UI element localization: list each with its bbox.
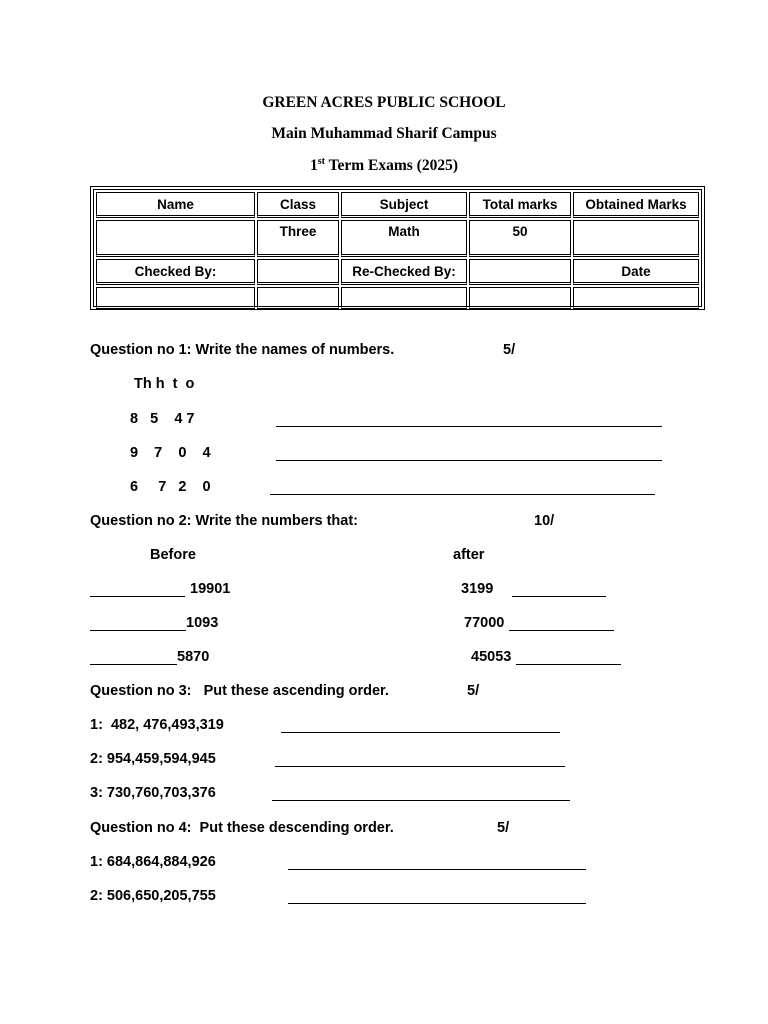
q3-marks: 5/ (467, 683, 480, 699)
q1-place-header: Th h t o (134, 376, 195, 392)
q3-title: Question no 3: Put these ascending order. (90, 683, 389, 699)
rechecked-by-value[interactable] (469, 259, 571, 285)
q3-item-2: 2: 954,459,594,945 (90, 751, 216, 767)
value-class: Three (257, 220, 339, 257)
q2-after-2: 77000 (464, 615, 505, 631)
signature-cell[interactable] (469, 287, 571, 309)
answer-line[interactable] (288, 889, 586, 904)
header-total-marks: Total marks (469, 192, 571, 218)
q4-item-1: 1: 684,864,884,926 (90, 854, 216, 870)
exam-title (0, 156, 768, 175)
exam-title-rest: Term Exams (2025) (324, 157, 459, 175)
date-value[interactable] (573, 287, 699, 309)
q2-before-3: 5870 (177, 649, 210, 665)
q1-marks: 5/ (503, 342, 516, 358)
answer-line[interactable] (281, 718, 560, 733)
q2-after-3: 45053 (471, 649, 512, 665)
value-total-marks: 50 (469, 220, 571, 257)
answer-line[interactable] (275, 752, 565, 767)
after-label: after (453, 547, 485, 563)
answer-line[interactable] (90, 650, 177, 665)
before-label: Before (150, 547, 196, 563)
q2-marks: 10/ (534, 513, 555, 529)
q2-before-1: 19901 (190, 581, 231, 597)
answer-line[interactable] (90, 582, 185, 597)
answer-line[interactable] (516, 650, 621, 665)
signature-cell[interactable] (341, 287, 467, 309)
exam-number: 1 (309, 157, 318, 175)
q3-item-3: 3: 730,760,703,376 (90, 785, 216, 801)
header-subject: Subject (341, 192, 467, 218)
q4-marks: 5/ (497, 820, 510, 836)
q2-before-2: 1093 (186, 615, 219, 631)
q3-item-1: 1: 482, 476,493,319 (90, 717, 224, 733)
signature-cell[interactable] (96, 287, 255, 309)
value-obtained-marks[interactable] (573, 220, 699, 257)
checked-by-label: Checked By: (96, 259, 255, 285)
q1-item-2: 9 7 0 4 (130, 445, 211, 461)
q4-item-2: 2: 506,650,205,755 (90, 888, 216, 904)
checked-by-value[interactable] (257, 259, 339, 285)
school-name: GREEN ACRES PUBLIC SCHOOL (262, 94, 506, 111)
signature-cell[interactable] (257, 287, 339, 309)
answer-line[interactable] (276, 446, 662, 461)
value-name[interactable] (96, 220, 255, 257)
answer-line[interactable] (90, 616, 186, 631)
exam-ordinal-suffix: st (317, 156, 325, 167)
value-subject: Math (341, 220, 467, 257)
date-label: Date (573, 259, 699, 285)
answer-line[interactable] (270, 480, 655, 495)
q2-title: Question no 2: Write the numbers that: (90, 513, 358, 529)
q4-title: Question no 4: Put these descending order. (90, 820, 394, 836)
header-obtained-marks: Obtained Marks (573, 192, 699, 218)
q1-item-1: 8 5 4 7 (130, 411, 195, 427)
answer-line[interactable] (509, 616, 614, 631)
rechecked-by-label: Re-Checked By: (341, 259, 467, 285)
campus-name: Main Muhammad Sharif Campus (271, 125, 497, 142)
student-info-table (90, 186, 705, 310)
header-name: Name (96, 192, 255, 218)
answer-line[interactable] (512, 582, 606, 597)
answer-line[interactable] (288, 855, 586, 870)
header-class: Class (257, 192, 339, 218)
q1-item-3: 6 7 2 0 (130, 479, 211, 495)
q1-title: Question no 1: Write the names of numbers. (90, 342, 395, 358)
q2-after-1: 3199 (461, 581, 494, 597)
answer-line[interactable] (272, 786, 570, 801)
answer-line[interactable] (276, 412, 662, 427)
